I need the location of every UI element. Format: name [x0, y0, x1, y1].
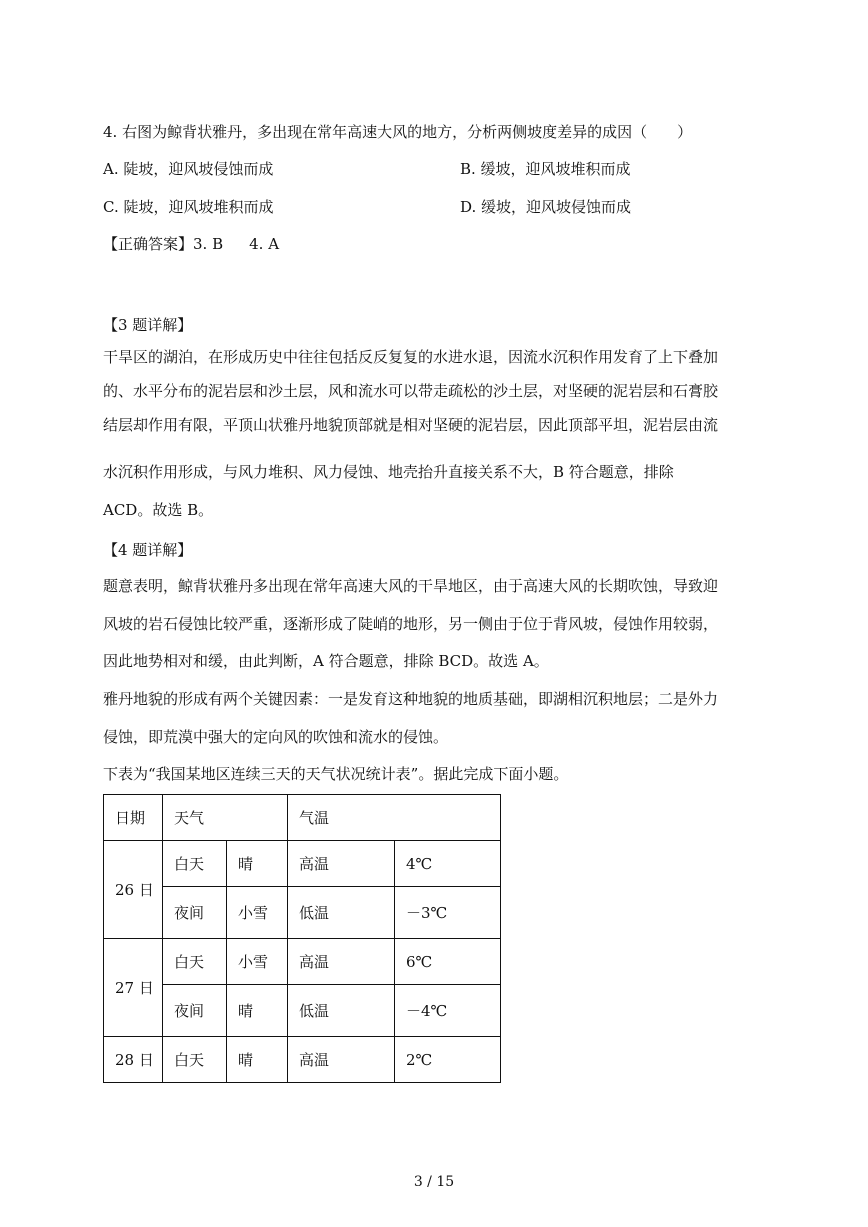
explain-4-line: 雅丹地貌的形成有两个关键因素：一是发育这种地貌的地质基础，即湖相沉积地层；二是外力: [103, 690, 719, 708]
temp-kind-cell: 低温: [288, 985, 395, 1037]
answer-second: 4. A: [249, 235, 280, 253]
weather-cell: 小雪: [227, 887, 288, 939]
period-cell: 夜间: [163, 985, 227, 1037]
temp-value-cell: 2℃: [395, 1037, 501, 1083]
explain-3-line: 的、水平分布的泥岩层和沙土层，风和流水可以带走疏松的沙土层，对坚硬的泥岩层和石膏胶: [103, 382, 719, 400]
header-date: 日期: [104, 795, 163, 841]
option-c: C. 陡坡，迎风坡堆积而成: [103, 198, 274, 216]
weather-cell: 晴: [227, 841, 288, 887]
question-4-stem: 4. 右图为鲸背状雅丹，多出现在常年高速大风的地方，分析两侧坡度差异的成因（ ）: [103, 123, 693, 141]
table-row: [104, 985, 501, 1037]
page-number: 3 / 15: [413, 1174, 455, 1190]
option-d: D. 缓坡，迎风坡侵蚀而成: [460, 198, 632, 216]
temp-kind-cell: 高温: [288, 1037, 395, 1083]
weather-cell: 小雪: [227, 939, 288, 985]
explain-3-line: 干旱区的湖泊，在形成历史中往往包括反反复复的水进水退，因流水沉积作用发育了上下叠加: [103, 348, 719, 366]
weather-cell: 晴: [227, 1037, 288, 1083]
temp-kind-cell: 高温: [288, 939, 395, 985]
period-cell: 白天: [163, 939, 227, 985]
temp-value-cell: 4℃: [395, 841, 501, 887]
period-cell: 白天: [163, 1037, 227, 1083]
table-row: [104, 841, 501, 887]
weather-cell: 晴: [227, 985, 288, 1037]
table-header-row: [104, 795, 501, 841]
period-cell: 夜间: [163, 887, 227, 939]
temp-value-cell: －4℃: [395, 985, 501, 1037]
explain-4-line: 因此地势相对和缓，由此判断，A 符合题意，排除 BCD。故选 A。: [103, 652, 549, 670]
period-cell: 白天: [163, 841, 227, 887]
table-intro: 下表为“我国某地区连续三天的天气状况统计表”。据此完成下面小题。: [103, 765, 569, 783]
temp-value-cell: 6℃: [395, 939, 501, 985]
option-a: A. 陡坡，迎风坡侵蚀而成: [103, 160, 274, 178]
temp-value-cell: －3℃: [395, 887, 501, 939]
explain-4-line: 题意表明，鲸背状雅丹多出现在常年高速大风的干旱地区，由于高速大风的长期吹蚀，导致迎: [103, 577, 719, 595]
date-cell: 26 日: [104, 841, 163, 939]
explain-4-title: 【4 题详解】: [103, 541, 193, 559]
temp-kind-cell: 低温: [288, 887, 395, 939]
explain-3-line: 水沉积作用形成，与风力堆积、风力侵蚀、地壳抬升直接关系不大，B 符合题意，排除: [103, 463, 674, 481]
date-cell: 27 日: [104, 939, 163, 1037]
explain-4-line: 侵蚀，即荒漠中强大的定向风的吹蚀和流水的侵蚀。: [103, 728, 449, 746]
table-row: [104, 1037, 501, 1083]
option-b: B. 缓坡，迎风坡堆积而成: [460, 160, 631, 178]
weather-table: [103, 794, 501, 1083]
explain-3-title: 【3 题详解】: [103, 316, 193, 334]
table-row: [104, 887, 501, 939]
explain-3-line: ACD。故选 B。: [103, 501, 214, 519]
explain-3-line: 结层却作用有限，平顶山状雅丹地貌顶部就是相对坚硬的泥岩层，因此顶部平坦，泥岩层由流: [103, 416, 719, 434]
date-cell: 28 日: [104, 1037, 163, 1083]
answer-label: 【正确答案】3. B: [103, 235, 224, 253]
table-row: [104, 939, 501, 985]
header-temp: 气温: [288, 795, 501, 841]
explain-4-line: 风坡的岩石侵蚀比较严重，逐渐形成了陡峭的地形，另一侧由于位于背风坡，侵蚀作用较弱，: [103, 615, 719, 633]
header-weather: 天气: [163, 795, 288, 841]
temp-kind-cell: 高温: [288, 841, 395, 887]
correct-answer: [103, 233, 279, 255]
